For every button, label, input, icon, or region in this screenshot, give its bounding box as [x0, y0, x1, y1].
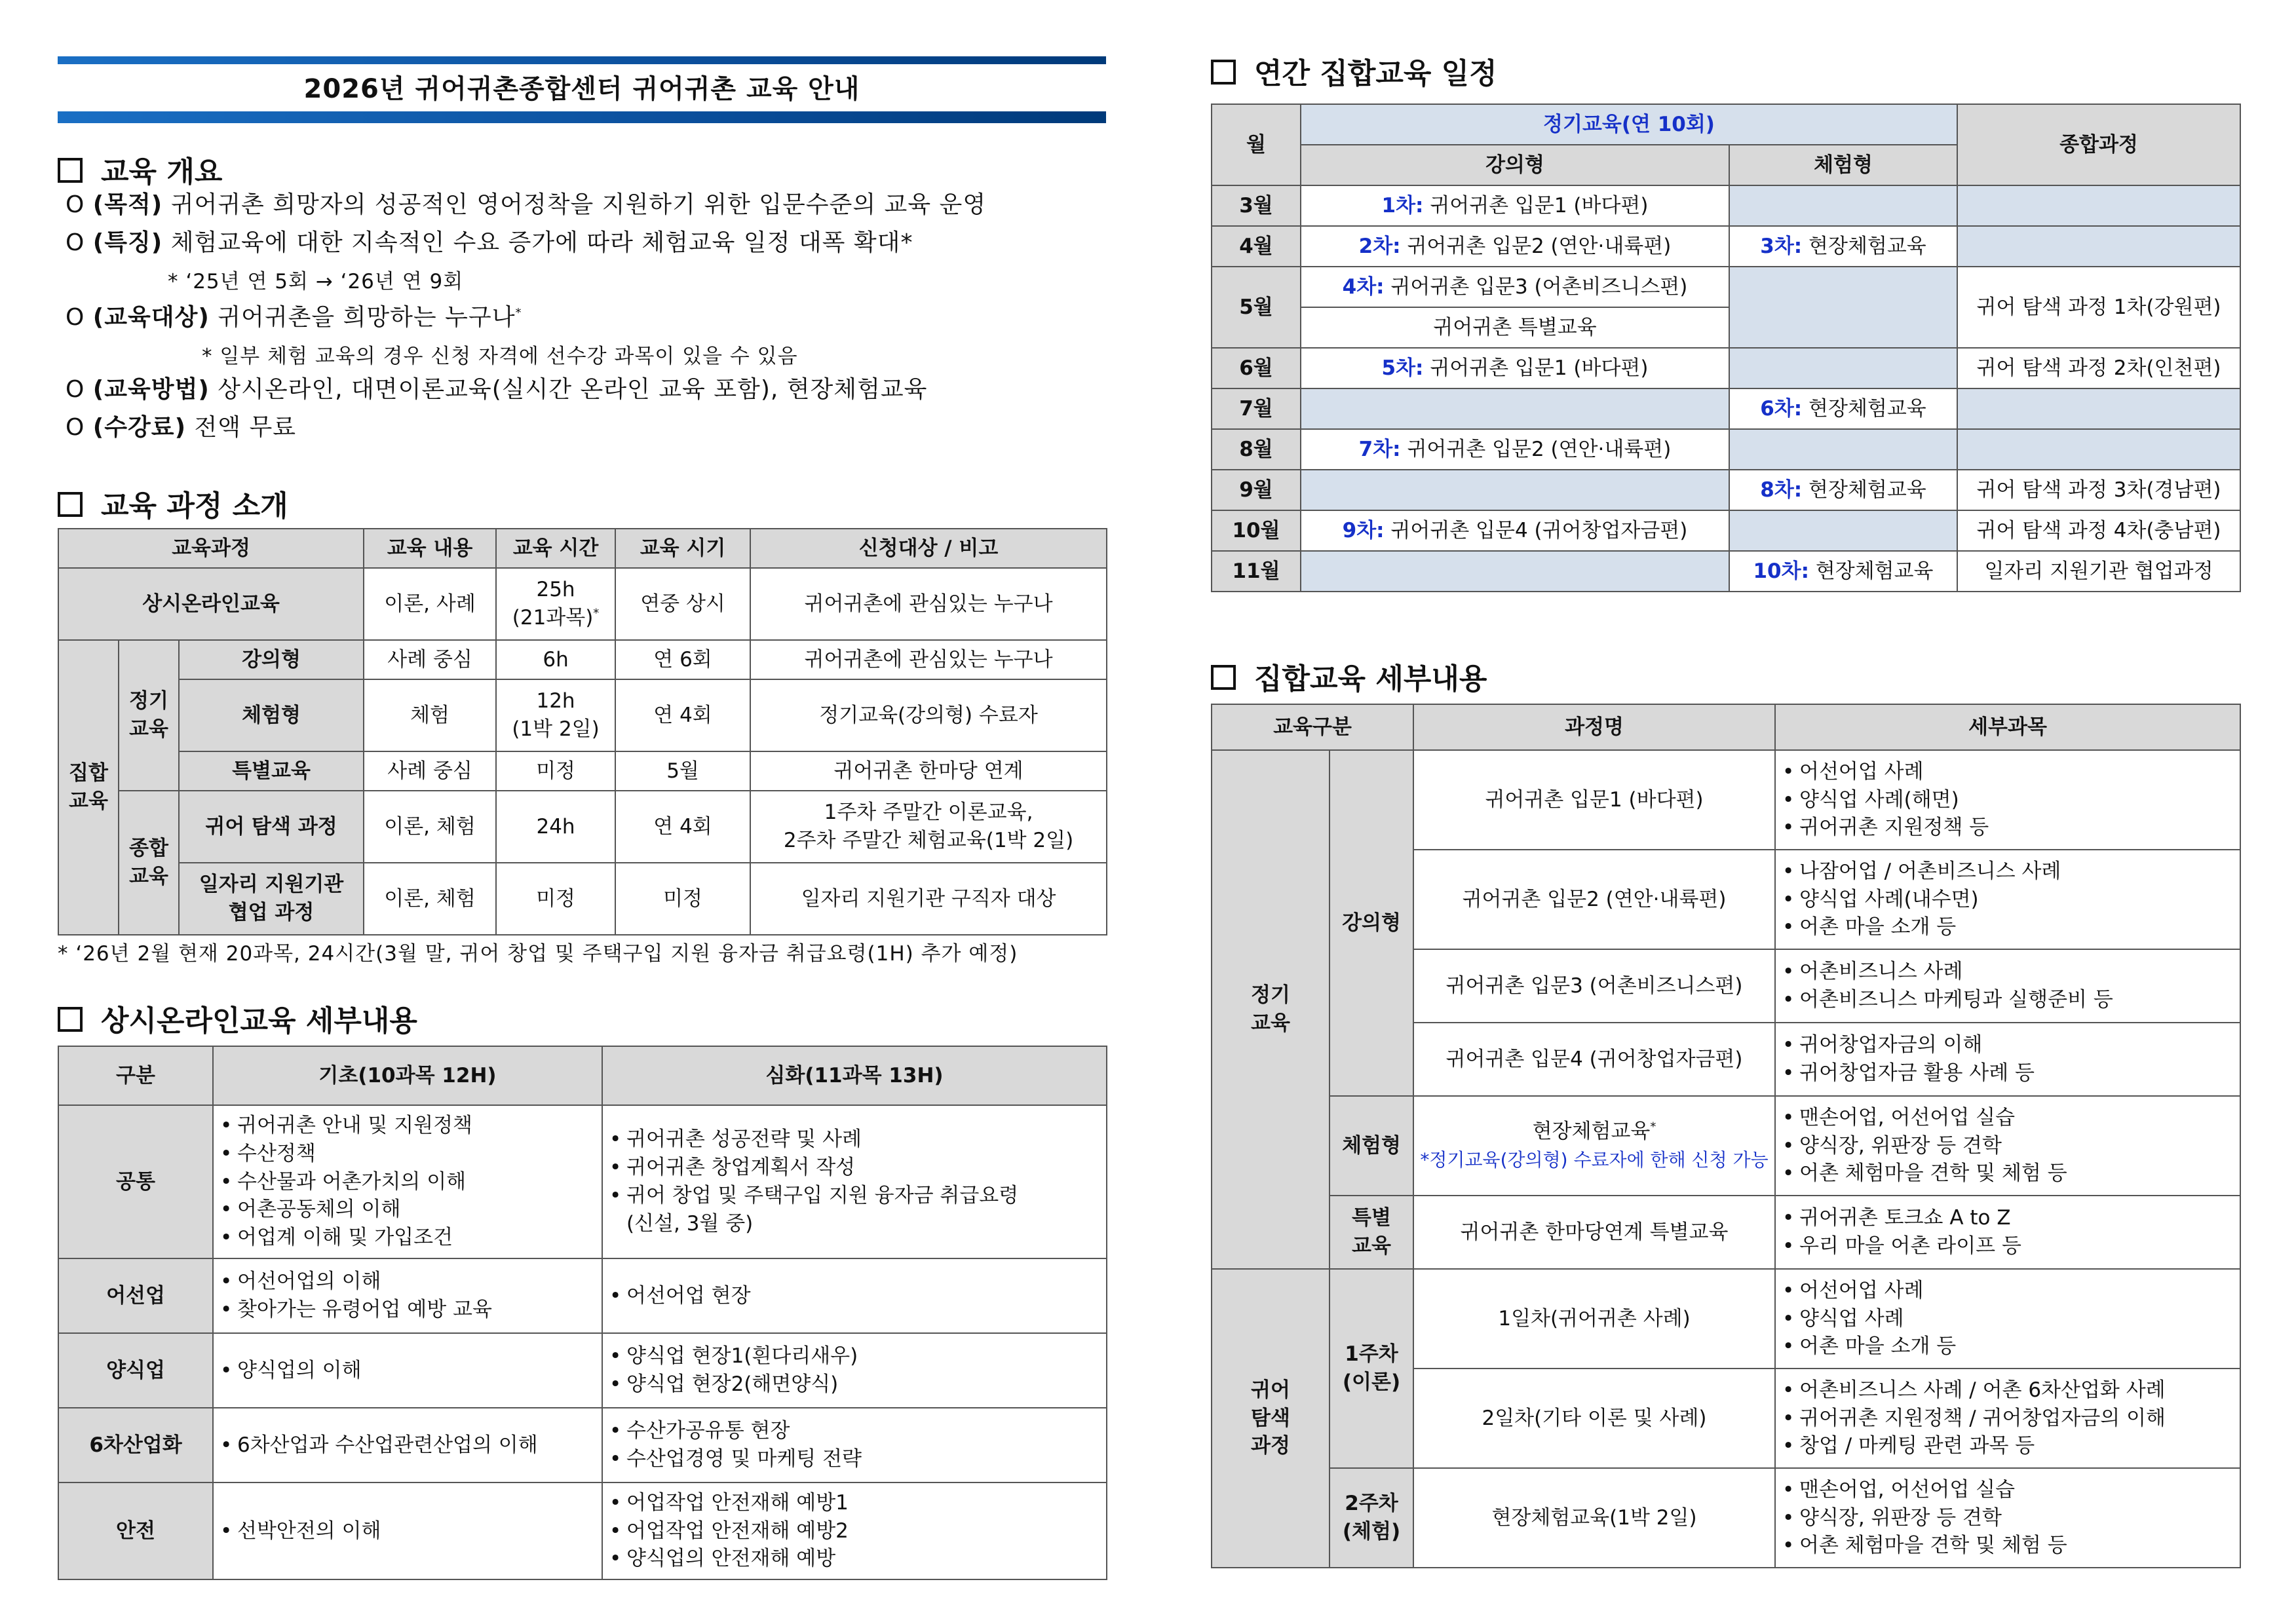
table-row: 특별교육 사례 중심 미정 5월 귀어귀촌 한마당 연계	[58, 751, 1107, 791]
table-row: 5월 4차: 귀어귀촌 입문3 (어촌비즈니스편) 귀어 탐색 과정 1차(강원편)	[1212, 267, 2240, 307]
list-item: • 양식업 사례(내수면)	[1781, 886, 2234, 914]
checkbox-square-icon	[58, 158, 83, 183]
table-row: 9월 8차: 현장체험교육 귀어 탐색 과정 3차(경남편)	[1212, 470, 2240, 510]
list-item: • 귀어귀촌 지원정책 등	[1781, 814, 2234, 842]
list-item: • 우리 마을 어촌 라이프 등	[1781, 1232, 2234, 1260]
list-item: • 귀어창업자금의 이해	[1781, 1031, 2234, 1059]
checkbox-square-icon	[1211, 665, 1236, 690]
table-row: 귀어귀촌 입문3 (어촌비즈니스편) • 어촌비즈니스 사례 • 어촌비즈니스 마케팅과 실행준비 등	[1212, 949, 2240, 1023]
list-item: • 어촌 체험마을 견학 및 체험 등	[1781, 1160, 2234, 1188]
list-item: • 양식업 사례(해면)	[1781, 786, 2234, 814]
list-item: • 양식업의 안전재해 예방	[608, 1545, 1101, 1573]
overview-note-prereq: * 일부 체험 교육의 경우 신청 자격에 선수강 과목이 있을 수 있음	[202, 345, 798, 368]
list-item: • 귀어귀촌 안내 및 지원정책	[219, 1112, 596, 1140]
list-item: • 어선어업 사례	[1781, 1277, 2234, 1305]
table-row: 6차산업화 • 6차산업과 수산업관련산업의 이해 • 수산가공유통 현장 • 수산업경영 및 마케팅 전략	[58, 1408, 1107, 1482]
list-item: • 양식업 현장2(해면양식)	[608, 1370, 1101, 1399]
table-row: 10월 9차: 귀어귀촌 입문4 (귀어창업자금편) 귀어 탐색 과정 4차(충남편)	[1212, 510, 2240, 551]
table-row: 11월 10차: 현장체험교육 일자리 지원기관 협업과정	[1212, 551, 2240, 592]
table-header-row: 교육과정 교육 내용 교육 시간 교육 시기 신청대상 / 비고	[58, 529, 1107, 568]
list-item: • 어선어업 현장	[608, 1282, 1101, 1310]
list-item: • 어촌비즈니스 마케팅과 실행준비 등	[1781, 986, 2234, 1014]
list-item: • 어촌 마을 소개 등	[1781, 1332, 2234, 1361]
title-banner-top-bar	[58, 56, 1106, 64]
list-item: • 찾아가는 유령어업 예방 교육	[219, 1296, 596, 1324]
table-header-row: 구분 기초(10과목 12H) 심화(11과목 13H)	[58, 1046, 1107, 1105]
table-row: 6월 5차: 귀어귀촌 입문1 (바다편) 귀어 탐색 과정 2차(인천편)	[1212, 348, 2240, 388]
list-item: • 어촌비즈니스 사례	[1781, 958, 2234, 986]
list-item: • 귀어귀촌 토크쇼 A to Z	[1781, 1204, 2234, 1232]
list-item: • 어업작업 안전재해 예방2	[608, 1517, 1101, 1545]
overview-item-method: O (교육방법) 상시온라인, 대면이론교육(실시간 온라인 교육 포함), 현장체험교육	[66, 376, 928, 403]
table-row: 안전 • 선박안전의 이해 • 어업작업 안전재해 예방1 • 어업작업 안전재해 예방2 • 양식업의 안전재해 예방	[58, 1482, 1107, 1579]
list-item: • 귀어귀촌 창업계획서 작성	[608, 1154, 1101, 1182]
table-row: 귀어 탐색 과정 1주차 (이론) 1일차(귀어귀촌 사례) • 어선어업 사례 • 양식업 사례 • 어촌 마을 소개 등	[1212, 1269, 2240, 1369]
list-item: • 수산정책	[219, 1140, 596, 1168]
schedule-table	[1211, 104, 2241, 592]
table-row: 3월 1차: 귀어귀촌 입문1 (바다편)	[1212, 185, 2240, 226]
table-row: 2일차(기타 이론 및 사례) • 어촌비즈니스 사례 / 어촌 6차산업화 사례 • 귀어귀촌 지원정책 / 귀어창업자금의 이해 • 창업 / 마케팅 관련 과목 등	[1212, 1369, 2240, 1468]
table-row: 4월 2차: 귀어귀촌 입문2 (연안·내륙편) 3차: 현장체험교육	[1212, 226, 2240, 267]
table-header-row: 교육구분 과정명 세부과목	[1212, 704, 2240, 750]
list-item: • 맨손어업, 어선어업 실습	[1781, 1104, 2234, 1132]
list-item: • 양식장, 위판장 등 견학	[1781, 1132, 2234, 1160]
list-item: • 귀어귀촌 지원정책 / 귀어창업자금의 이해	[1781, 1405, 2234, 1433]
table-row: 집합 교육 정기 교육 강의형 사례 중심 6h 연 6회 귀어귀촌에 관심있는 누구나	[58, 640, 1107, 679]
overview-item-target: O (교육대상) 귀어귀촌을 희망하는 누구나*	[66, 304, 522, 331]
list-item: • 창업 / 마케팅 관련 과목 등	[1781, 1432, 2234, 1460]
list-item-continuation: (신설, 3월 중)	[626, 1211, 754, 1236]
table-row: 상시온라인교육 이론, 사례 25h (21과목)* 연중 상시 귀어귀촌에 관심있는 누구나	[58, 568, 1107, 640]
table-row: 양식업 • 양식업의 이해 • 양식업 현장1(흰다리새우) • 양식업 현장2(해면양식)	[58, 1333, 1107, 1408]
table-header-row: 강의형 체험형	[1212, 145, 2240, 185]
table-row: 특별 교육 귀어귀촌 한마당연계 특별교육 • 귀어귀촌 토크쇼 A to Z • 우리 마을 어촌 라이프 등	[1212, 1196, 2240, 1269]
overview-note-count: * ‘25년 연 5회 → ‘26년 연 9회	[168, 270, 464, 293]
list-item: • 귀어귀촌 성공전략 및 사례	[608, 1125, 1101, 1154]
courses-heading: 교육 과정 소개	[58, 482, 288, 524]
checkbox-square-icon	[58, 492, 83, 517]
list-item: • 귀어창업자금 활용 사례 등	[1781, 1059, 2234, 1087]
list-item: • 양식업 현장1(흰다리새우)	[608, 1342, 1101, 1370]
list-item: • 어업계 이해 및 가입조건	[219, 1224, 596, 1252]
checkbox-square-icon	[1211, 60, 1236, 85]
list-item: • 어업작업 안전재해 예방1	[608, 1489, 1101, 1517]
overview-heading: 교육 개요	[58, 148, 222, 190]
overview-item-purpose: O (목적) 귀어귀촌 희망자의 성공적인 영어정착을 지원하기 위한 입문수준의 교육 운영	[66, 191, 987, 218]
table-row: 종합 교육 귀어 탐색 과정 이론, 체험 24h 연 4회 1주차 주말간 이론교육, 2주차 주말간 체험교육(1박 2일)	[58, 791, 1107, 863]
list-item: • 어촌 마을 소개 등	[1781, 913, 2234, 941]
list-item: • 선박안전의 이해	[219, 1517, 596, 1545]
list-item: • 어선어업의 이해	[219, 1268, 596, 1296]
table-row: 귀어귀촌 특별교육	[1212, 307, 2240, 348]
table-row: 어선업 • 어선어업의 이해 • 찾아가는 유령어업 예방 교육 • 어선어업 현장	[58, 1258, 1107, 1333]
courses-footnote: * ‘26년 2월 현재 20과목, 24시간(3월 말, 귀어 창업 및 주택구입 지원 융자금 취급요령(1H) 추가 예정)	[58, 942, 1018, 966]
schedule-heading: 연간 집합교육 일정	[1211, 50, 1497, 92]
list-item: • 귀어 창업 및 주택구입 지원 융자금 취급요령	[608, 1182, 1101, 1210]
table-row: 정기 교육 강의형 귀어귀촌 입문1 (바다편) • 어선어업 사례 • 양식업 사례(해면) • 귀어귀촌 지원정책 등	[1212, 750, 2240, 850]
table-row: 체험형 현장체험교육* *정기교육(강의형) 수료자에 한해 신청 가능 • 맨손어업, 어선어업 실습 • 양식장, 위판장 등 견학 • 어촌 체험마을 견학 및 체험 등	[1212, 1096, 2240, 1196]
list-item: • 맨손어업, 어선어업 실습	[1781, 1476, 2234, 1504]
table-row: 체험형 체험 12h (1박 2일) 연 4회 정기교육(강의형) 수료자	[58, 679, 1107, 751]
list-item: • 수산물과 어촌가치의 이해	[219, 1168, 596, 1196]
table-row: 2주차 (체험) 현장체험교육(1박 2일) • 맨손어업, 어선어업 실습 • 양식장, 위판장 등 견학 • 어촌 체험마을 견학 및 체험 등	[1212, 1468, 2240, 1568]
table-row: 8월 7차: 귀어귀촌 입문2 (연안·내륙편)	[1212, 429, 2240, 470]
table-row: 일자리 지원기관 협업 과정 이론, 체험 미정 미정 일자리 지원기관 구직자 대상	[58, 863, 1107, 935]
table-row: 7월 6차: 현장체험교육	[1212, 388, 2240, 429]
online-detail-heading: 상시온라인교육 세부내용	[58, 997, 417, 1039]
list-item: • 양식업의 이해	[219, 1357, 596, 1385]
list-item: • 양식업 사례	[1781, 1305, 2234, 1333]
table-row: 귀어귀촌 입문4 (귀어창업자금편) • 귀어창업자금의 이해 • 귀어창업자금 활용 사례 등	[1212, 1023, 2240, 1096]
table-row: 귀어귀촌 입문2 (연안·내륙편) • 나잠어업 / 어촌비즈니스 사례 • 양식업 사례(내수면) • 어촌 마을 소개 등	[1212, 850, 2240, 949]
list-item: • 수산가공유통 현장	[608, 1417, 1101, 1445]
list-item: • 어촌비즈니스 사례 / 어촌 6차산업화 사례	[1781, 1376, 2234, 1405]
courses-table	[58, 528, 1107, 935]
online-detail-table	[58, 1046, 1107, 1580]
overview-item-feature: O (특징) 체험교육에 대한 지속적인 수요 증가에 따라 체험교육 일정 대폭 확대*	[66, 229, 913, 256]
list-item: • 어촌공동체의 이해	[219, 1196, 596, 1224]
list-item: • 6차산업과 수산업관련산업의 이해	[219, 1431, 596, 1460]
overview-item-fee: O (수강료) 전액 무료	[66, 414, 297, 441]
title-banner-bottom-bar	[58, 111, 1106, 123]
checkbox-square-icon	[58, 1007, 83, 1032]
list-item: • 어촌 체험마을 견학 및 체험 등	[1781, 1532, 2234, 1560]
list-item: • 수산업경영 및 마케팅 전략	[608, 1445, 1101, 1473]
page-title: 2026년 귀어귀촌종합센터 귀어귀촌 교육 안내	[303, 74, 860, 104]
table-row: 공통 • 귀어귀촌 안내 및 지원정책 • 수산정책 • 수산물과 어촌가치의 이해 • 어촌공동체의 이해 • 어업계 이해 및 가입조건 • 귀어귀촌 성공전략 및 사례 • 귀어귀촌 창업계획서 작성 • 귀어 창업 및 주택구입 지원 융자금 취급요령 (신설, 3월 중)	[58, 1105, 1107, 1258]
group-detail-table	[1211, 704, 2241, 1568]
group-detail-heading: 집합교육 세부내용	[1211, 655, 1487, 697]
list-item: • 양식장, 위판장 등 견학	[1781, 1504, 2234, 1532]
table-header-row: 월 정기교육(연 10회) 종합과정	[1212, 104, 2240, 145]
list-item: • 나잠어업 / 어촌비즈니스 사례	[1781, 858, 2234, 886]
list-item: • 어선어업 사례	[1781, 758, 2234, 786]
